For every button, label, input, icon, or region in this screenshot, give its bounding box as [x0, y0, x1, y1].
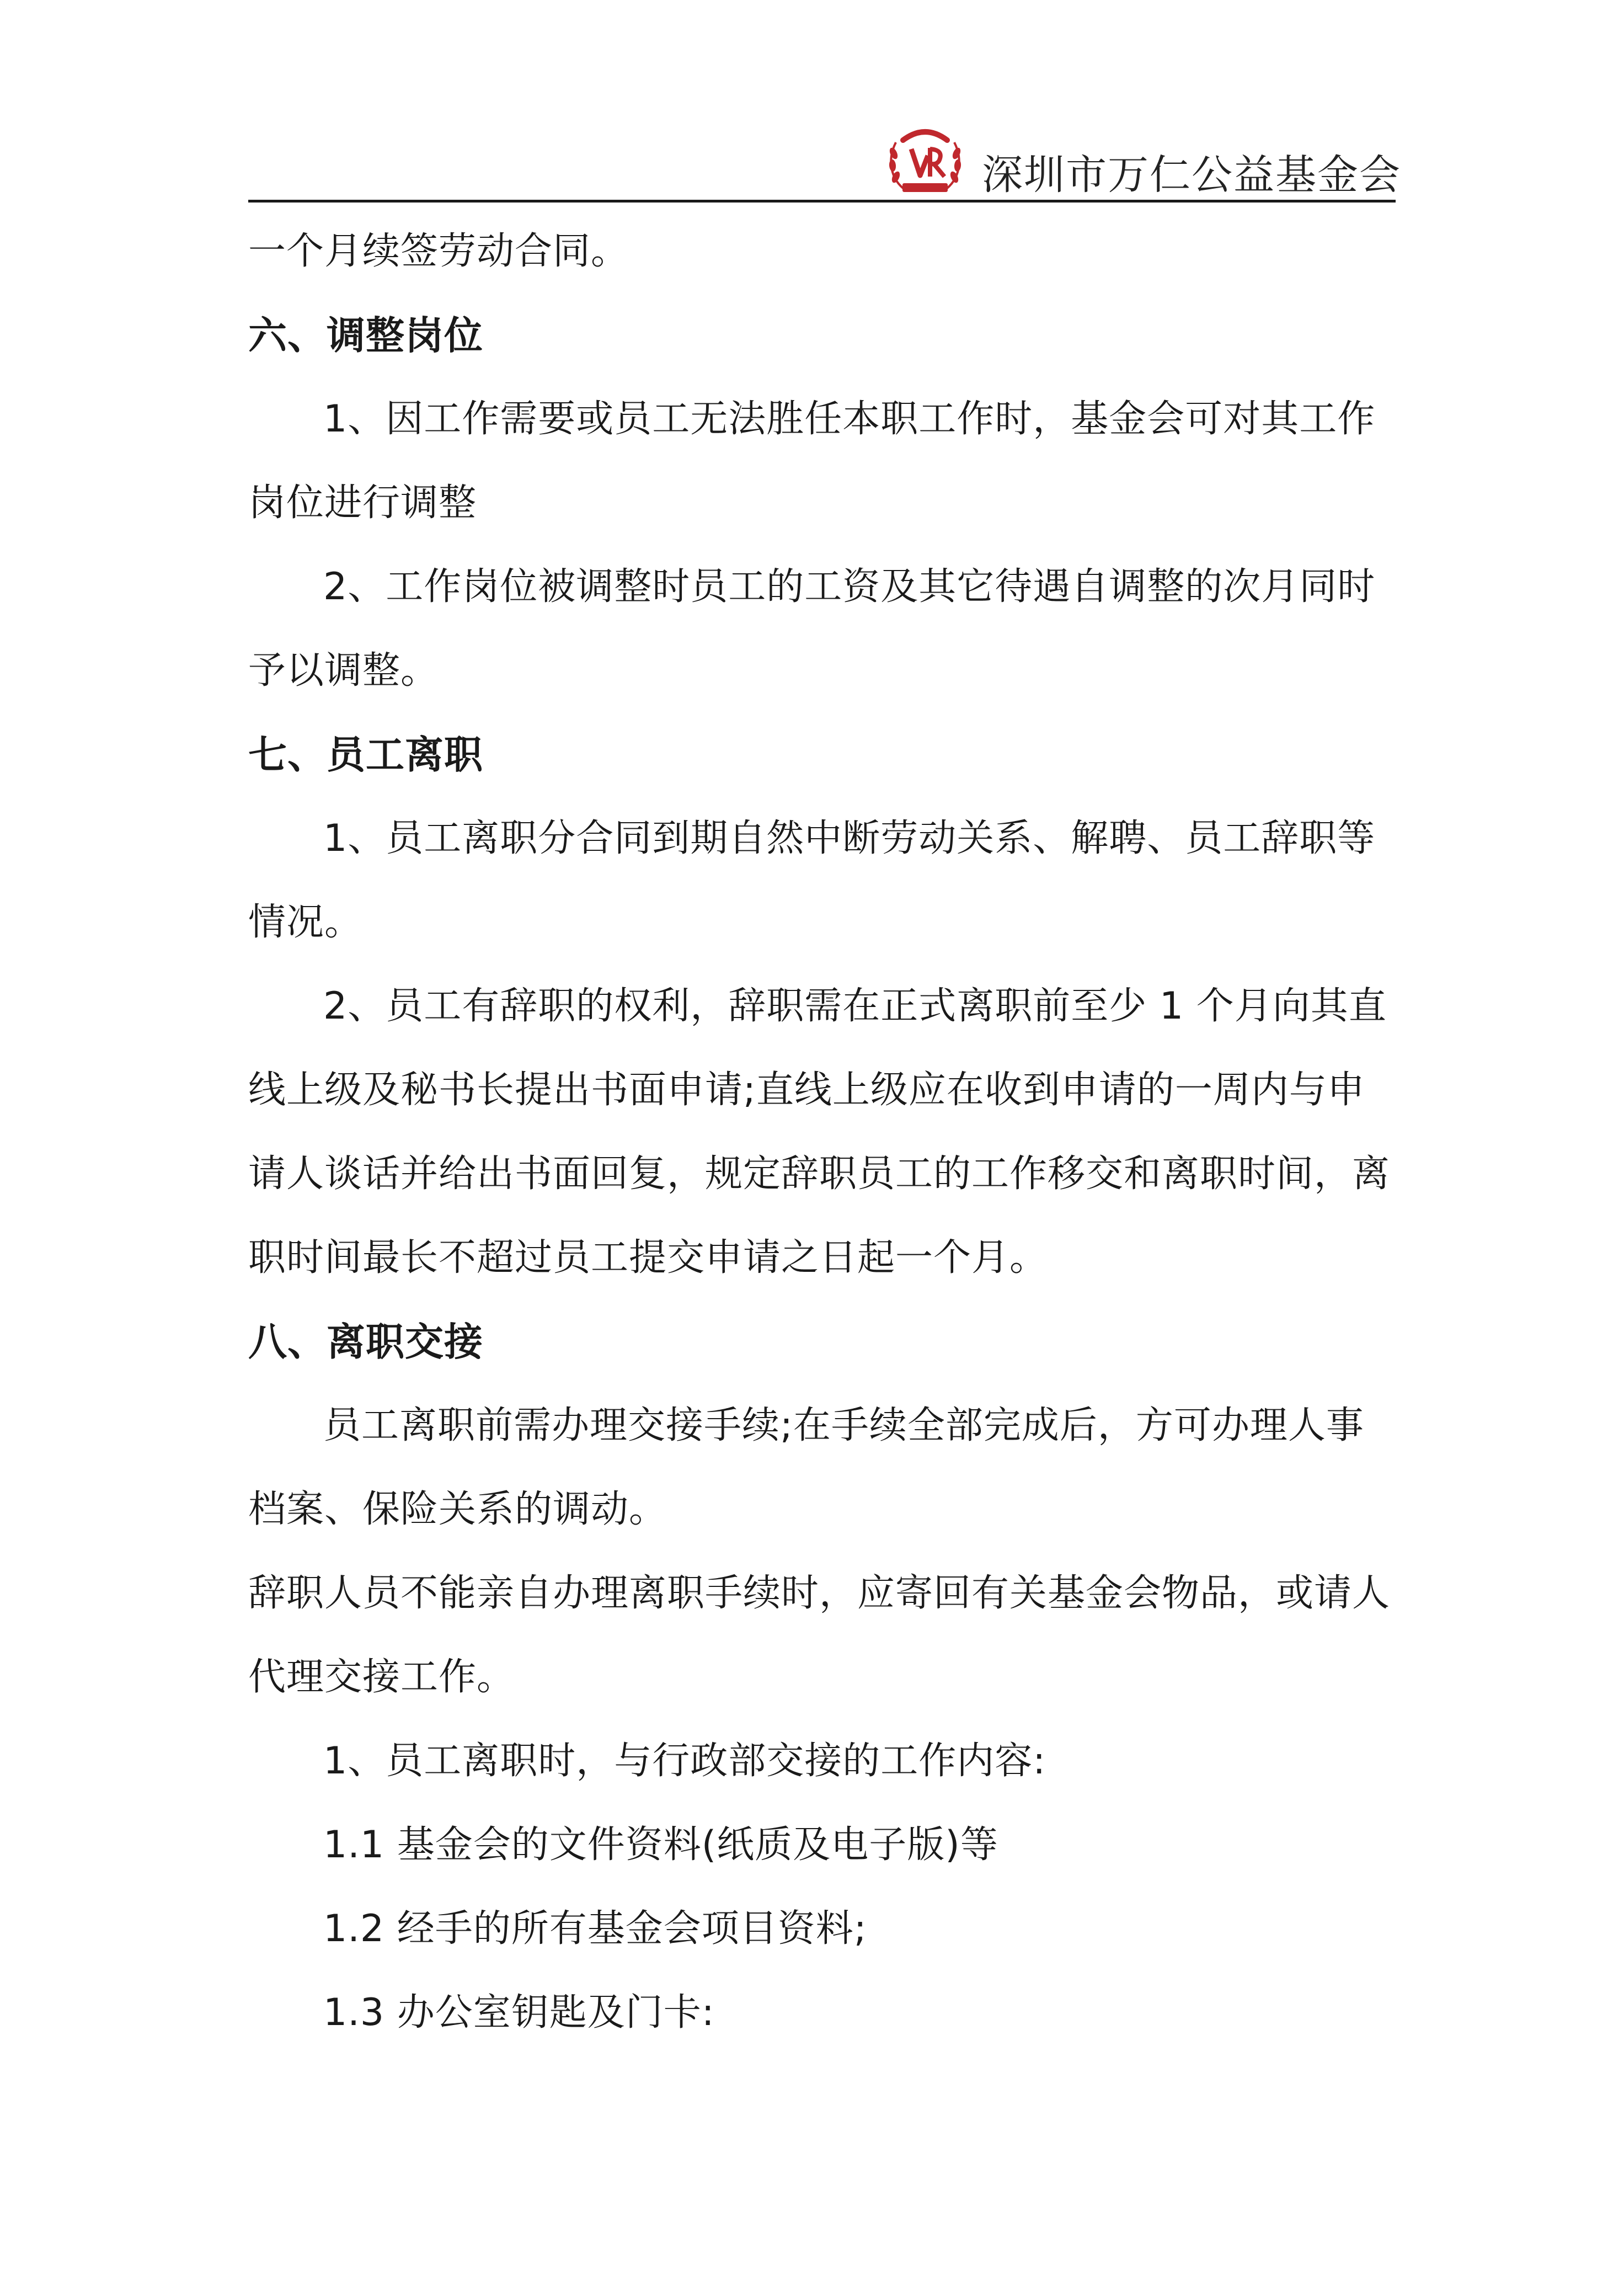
text-line: 辞职人员不能亲自办理离职手续时，应寄回有关基金会物品，或请人: [248, 1571, 1391, 1615]
document-body: [248, 210, 1396, 2055]
text-line: 1、因工作需要或员工无法胜任本职工作时，基金会可对其工作: [323, 397, 1376, 441]
text-line: 岗位进行调整: [248, 481, 477, 525]
text-line: 情况。: [248, 901, 363, 944]
text-line: 请人谈话并给出书面回复，规定辞职员工的工作移交和离职时间，离: [248, 1152, 1391, 1196]
text-line: 员工离职前需办理交接手续;在手续全部完成后，方可办理人事: [323, 1404, 1364, 1447]
section-heading-adjust-position: 六、调整岗位: [248, 313, 483, 358]
list-item: 1.3 办公室钥匙及门卡:: [323, 1991, 715, 2034]
text-line: 2、工作岗位被调整时员工的工资及其它待遇自调整的次月同时: [323, 565, 1376, 609]
page-header: [248, 110, 1401, 199]
list-item: 1.2 经手的所有基金会项目资料;: [323, 1907, 867, 1951]
text-line: 2、员工有辞职的权利，辞职需在正式离职前至少 1 个月向其直: [323, 984, 1387, 1028]
text-line: 1、员工离职分合同到期自然中断劳动关系、解聘、员工辞职等: [323, 817, 1376, 860]
text-line: 予以调整。: [248, 649, 439, 692]
list-item: 1.1 基金会的文件资料(纸质及电子版)等: [323, 1823, 998, 1867]
section-heading-handover: 八、离职交接: [248, 1319, 483, 1365]
text-line: 档案、保险关系的调动。: [248, 1488, 667, 1531]
text-line: 1、员工离职时，与行政部交接的工作内容:: [323, 1739, 1046, 1783]
section-heading-resignation: 七、员工离职: [248, 732, 483, 777]
foundation-logo-icon: [884, 121, 966, 199]
header-divider: [248, 200, 1396, 203]
text-line: 一个月续签劳动合同。: [248, 230, 629, 273]
text-line: 线上级及秘书长提出书面申请;直线上级应在收到申请的一周内与申: [248, 1068, 1365, 1112]
organization-name: 深圳市万仁公益基金会: [982, 151, 1401, 199]
text-line: 职时间最长不超过员工提交申请之日起一个月。: [248, 1236, 1048, 1280]
text-line: 代理交接工作。: [248, 1655, 515, 1699]
